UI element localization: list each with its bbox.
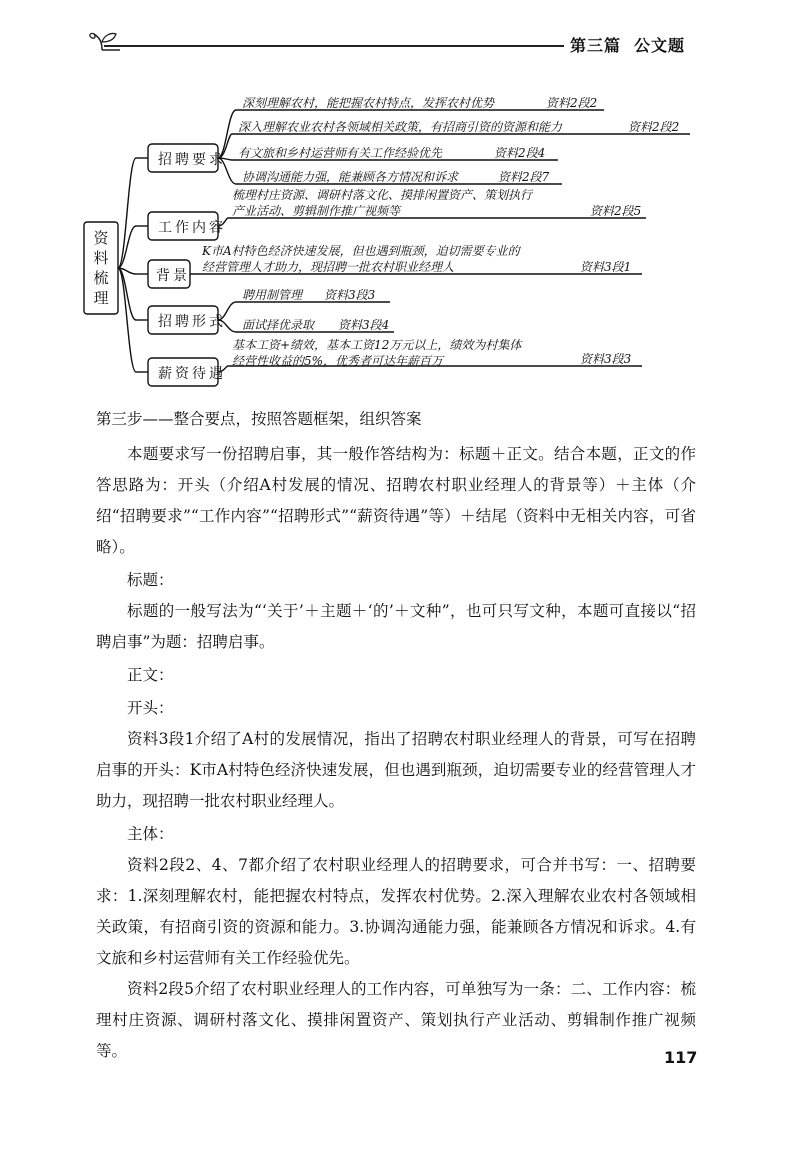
requirement-source: 资料2段4 — [494, 146, 546, 160]
mind-map — [78, 88, 718, 398]
paragraph: 标题的一般写法为“‘关于’＋主题＋‘的’＋文种”，也可只写文种，本题可直接以“招聘启事”为题：招聘启事。 — [96, 602, 696, 651]
requirement-item: 深刻理解农村，能把握农村特点，发挥农村优势 — [242, 96, 495, 110]
answer-body — [96, 404, 696, 1067]
section-label: 正文： — [127, 666, 174, 684]
header-topic: 公文题 — [634, 36, 686, 55]
format-source: 资料3段3 — [324, 288, 376, 302]
requirement-item: 深入理解农业农村各领域相关政策，有招商引资的资源和能力 — [238, 120, 563, 134]
duties-source: 资料2段5 — [590, 204, 642, 218]
requirement-source: 资料2段7 — [498, 170, 550, 184]
section-label: 开头： — [127, 699, 174, 717]
background-line: K市A村特色经济快速发展，但也遇到瓶颈，迫切需要专业的 — [202, 244, 520, 258]
requirement-source: 资料2段2 — [628, 120, 680, 134]
branch-label-format: 招聘形式 — [158, 314, 226, 330]
branch-label-salary: 薪资待遇 — [158, 366, 226, 382]
requirement-item: 协调沟通能力强，能兼顾各方情况和诉求 — [242, 170, 459, 184]
salary-line: 经营性收益的5%，优秀者可达年薪百万 — [232, 354, 444, 368]
page-number: 117 — [664, 1048, 698, 1067]
requirement-source: 资料2段2 — [546, 96, 598, 110]
mind-map-root: 资料梳理 — [93, 229, 109, 307]
paragraph: 本题要求写一份招聘启事，其一般作答结构为：标题＋正文。结合本题，正文的作答思路为：开头（介绍A村发展的情况、招聘农村职业经理人的背景等）＋主体（介绍“招聘要求”“工作内容”“招聘形式”“薪资待遇”等）＋结尾（资料中无相关内容，可省略）。 — [96, 445, 696, 556]
header-part: 第三篇 — [570, 36, 622, 55]
section-label: 标题： — [127, 571, 174, 589]
requirement-item: 有文旅和乡村运营师有关工作经验优先 — [238, 146, 443, 160]
branch-label-duties: 工作内容 — [158, 220, 226, 236]
format-item: 聘用制管理 — [242, 288, 303, 302]
background-line: 经营管理人才助力，现招聘一批农村职业经理人 — [202, 260, 455, 274]
paragraph: 资料2段2、4、7都介绍了农村职业经理人的招聘要求，可合并书写：一、招聘要求：1.深刻理解农村，能把握农村特点，发挥农村优势。2.深入理解农业农村各领域相关政策，有招商引资的资源和能力。3.协调沟通能力强，能兼顾各方情况和诉求。4.有文旅和乡村运营师有关工作经验优先。 — [96, 856, 696, 967]
format-source: 资料3段4 — [338, 318, 390, 332]
step-title: 第三步——整合要点，按照答题框架，组织答案 — [96, 410, 422, 428]
background-source: 资料3段1 — [580, 260, 632, 274]
branch-label-requirements: 招聘要求 — [158, 152, 226, 168]
section-label: 主体： — [127, 825, 174, 843]
branch-label-background: 背景 — [156, 268, 190, 284]
header-rule — [104, 45, 564, 47]
salary-line: 基本工资+绩效，基本工资12万元以上，绩效为村集体 — [232, 338, 522, 352]
duties-line: 梳理村庄资源、调研村落文化、摸排闲置资产、策划执行 — [232, 188, 533, 202]
paragraph: 资料2段5介绍了农村职业经理人的工作内容，可单独写为一条：二、工作内容：梳理村庄资源、调研村落文化、摸排闲置资产、策划执行产业活动、剪辑制作推广视频等。 — [96, 980, 696, 1060]
duties-line: 产业活动、剪辑制作推广视频等 — [232, 204, 401, 218]
paragraph: 资料3段1介绍了A村的发展情况，指出了招聘农村职业经理人的背景，可写在招聘启事的开头：K市A村特色经济快速发展，但也遇到瓶颈，迫切需要专业的经营管理人才助力，现招聘一批农村职业经理人。 — [96, 730, 696, 810]
format-item: 面试择优录取 — [242, 318, 315, 332]
salary-source: 资料3段3 — [580, 352, 632, 366]
sprout-icon — [86, 28, 120, 52]
